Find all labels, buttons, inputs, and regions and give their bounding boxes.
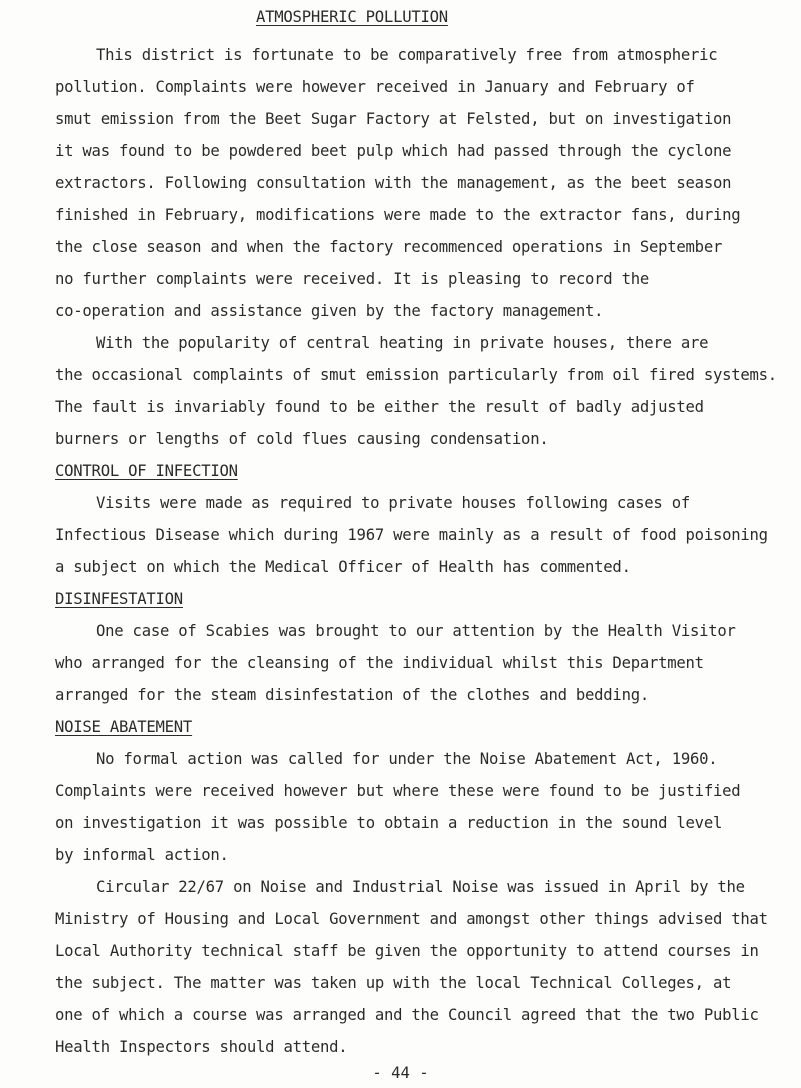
text-line: by informal action. — [55, 846, 229, 864]
text-line: pollution. Complaints were however received in January and February of — [55, 78, 695, 96]
text-line: arranged for the steam disinfestation of the clothes and bedding. — [55, 686, 649, 704]
text-line: The fault is invariably found to be either the result of badly adjusted — [55, 398, 704, 416]
text-line: One case of Scabies was brought to our attention by the Health Visitor — [96, 622, 736, 640]
text-line: a subject on which the Medical Officer of Health has commented. — [55, 558, 631, 576]
text-line: Circular 22/67 on Noise and Industrial Noise was issued in April by the — [96, 878, 745, 896]
text-line: This district is fortunate to be comparatively free from atmospheric — [96, 46, 718, 64]
text-line: extractors. Following consultation with the management, as the beet season — [55, 174, 732, 192]
text-line: burners or lengths of cold flues causing condensation. — [55, 430, 549, 448]
text-line: it was found to be powdered beet pulp which had passed through the cyclone — [55, 142, 732, 160]
text-line: Infectious Disease which during 1967 were mainly as a result of food poisoning — [55, 526, 768, 544]
text-line: Health Inspectors should attend. — [55, 1038, 348, 1056]
text-line: one of which a course was arranged and the Council agreed that the two Public — [55, 1006, 759, 1024]
text-line: finished in February, modifications were made to the extractor fans, during — [55, 206, 741, 224]
text-line: no further complaints were received. It is pleasing to record the — [55, 270, 649, 288]
text-line: the close season and when the factory recommenced operations in September — [55, 238, 723, 256]
text-line: co-operation and assistance given by the factory management. — [55, 302, 604, 320]
heading-control-of-infection: CONTROL OF INFECTION — [55, 462, 238, 480]
heading-atmospheric-pollution: ATMOSPHERIC POLLUTION — [256, 8, 448, 26]
page-number: - 44 - — [372, 1064, 429, 1082]
text-line: the subject. The matter was taken up with the local Technical Colleges, at — [55, 974, 732, 992]
text-line: Visits were made as required to private houses following cases of — [96, 494, 690, 512]
text-line: Ministry of Housing and Local Government and amongst other things advised that — [55, 910, 768, 928]
text-line: Local Authority technical staff be given the opportunity to attend courses in — [55, 942, 759, 960]
text-line: No formal action was called for under the Noise Abatement Act, 1960. — [96, 750, 718, 768]
heading-noise-abatement: NOISE ABATEMENT — [55, 718, 193, 736]
text-line: who arranged for the cleansing of the individual whilst this Department — [55, 654, 704, 672]
heading-disinfestation: DISINFESTATION — [55, 590, 183, 608]
text-line: With the popularity of central heating in private houses, there are — [96, 334, 709, 352]
text-line: on investigation it was possible to obtain a reduction in the sound level — [55, 814, 723, 832]
text-line: Complaints were received however but where these were found to be justified — [55, 782, 741, 800]
text-line: the occasional complaints of smut emission particularly from oil fired systems. — [55, 366, 777, 384]
text-line: smut emission from the Beet Sugar Factory at Felsted, but on investigation — [55, 110, 732, 128]
